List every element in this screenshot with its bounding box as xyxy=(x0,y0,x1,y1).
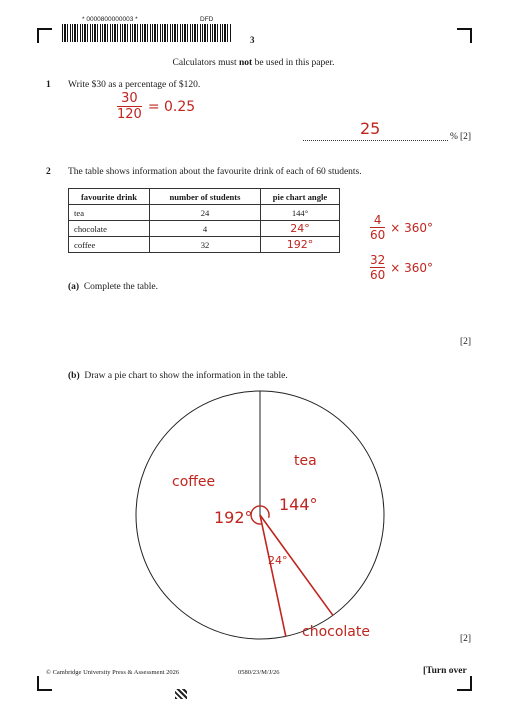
header-favourite-drink: favourite drink xyxy=(69,189,150,205)
header-pie-chart-angle: pie chart angle xyxy=(261,189,340,205)
working-coffee: $\frac{32}{60}$ × 360° xyxy=(370,253,434,282)
pie-angle-tea: 144° xyxy=(279,495,318,514)
pie-label-coffee: coffee xyxy=(172,474,216,490)
angle-cell: 144° xyxy=(261,205,340,221)
paper-code: DFD xyxy=(200,16,214,23)
pie-label-chocolate: chocolate xyxy=(302,624,370,640)
q1-unit: % xyxy=(450,132,458,142)
header-number-of-students: number of students xyxy=(150,189,261,205)
drink-cell: coffee xyxy=(69,237,150,253)
footer-code: 0580/23/M/J/26 xyxy=(238,669,280,676)
count-cell: 4 xyxy=(150,221,261,237)
part-a: (a) Complete the table. xyxy=(68,282,158,292)
footer-copyright: © Cambridge University Press & Assessment 2026 xyxy=(46,669,180,676)
angle-answer-cell[interactable]: 24° xyxy=(261,221,340,237)
pie-angle-chocolate: 24° xyxy=(268,554,288,567)
footer-qr xyxy=(175,689,187,699)
pie-label-tea: tea xyxy=(294,453,317,469)
count-cell: 32 xyxy=(150,237,261,253)
q1-text: Write $30 as a percentage of $120. xyxy=(68,80,201,90)
part-b-marks: [2] xyxy=(460,634,472,644)
drink-cell: chocolate xyxy=(69,221,150,237)
q1-marks: [2] xyxy=(460,132,472,142)
working-chocolate: $\frac{4}{60}$ × 360° xyxy=(370,213,434,242)
q1-decimal: = 0.25 xyxy=(147,98,196,115)
page-number: 3 xyxy=(250,35,255,45)
part-a-marks: [2] xyxy=(460,337,472,347)
part-b: (b) Draw a pie chart to show the information in the table. xyxy=(68,371,288,381)
q2-number: 2 xyxy=(46,167,51,177)
angle-answer-cell[interactable]: 192° xyxy=(261,237,340,253)
turn-over: [Turn over xyxy=(423,666,467,676)
count-cell: 24 xyxy=(150,205,261,221)
drink-cell: tea xyxy=(69,205,150,221)
barcode-text: * 0000800000003 * xyxy=(82,16,138,23)
q1-number: 1 xyxy=(46,80,51,90)
q1-fraction: $\frac{30}{120}$ xyxy=(117,91,142,122)
q2-text: The table shows information about the favourite drink of each of 60 students. xyxy=(68,167,362,177)
calculator-instruction: Calculators must not be used in this paper. xyxy=(172,58,335,68)
q1-answer[interactable]: 25 xyxy=(360,119,381,138)
pie-angle-coffee: 192° xyxy=(214,508,253,527)
